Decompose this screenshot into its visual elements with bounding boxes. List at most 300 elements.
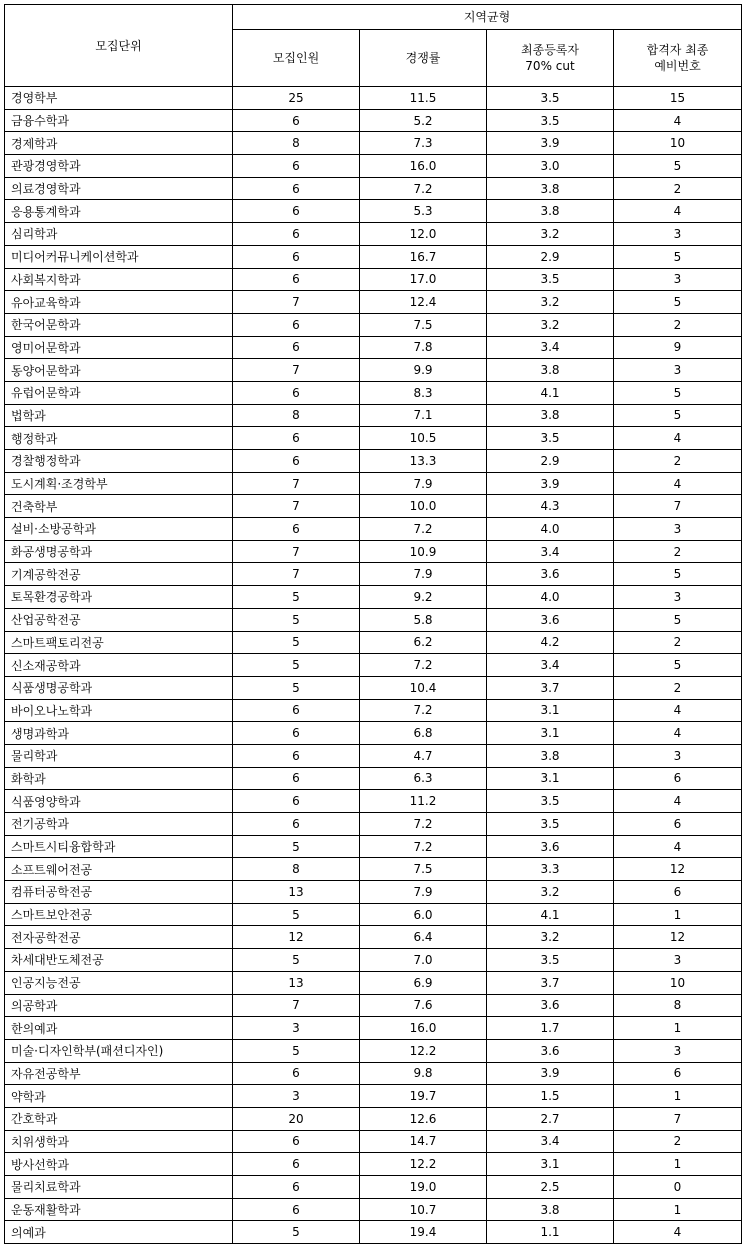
cell-unit: 의료경영학과 [5,177,233,200]
cell-quota: 7 [233,563,360,586]
cell-ratio: 5.2 [360,109,487,132]
cell-quota: 6 [233,722,360,745]
cell-cut: 3.5 [487,813,614,836]
cell-cut: 3.1 [487,1153,614,1176]
cell-unit: 한의예과 [5,1017,233,1040]
cell-quota: 12 [233,926,360,949]
cell-ratio: 7.2 [360,835,487,858]
cell-unit: 자유전공학부 [5,1062,233,1085]
cell-unit: 스마트팩토리전공 [5,631,233,654]
cell-ratio: 10.7 [360,1198,487,1221]
table-row [5,631,742,654]
header-unit: 모집단위 [5,5,233,87]
table-row [5,1062,742,1085]
cell-quota: 6 [233,767,360,790]
cell-cut: 3.9 [487,132,614,155]
cell-cut: 3.2 [487,313,614,336]
cell-cut: 3.4 [487,336,614,359]
cell-cut: 3.6 [487,608,614,631]
cell-waitlist: 3 [614,223,742,246]
cell-unit: 설비·소방공학과 [5,518,233,541]
cell-ratio: 7.9 [360,881,487,904]
cell-waitlist: 9 [614,336,742,359]
cell-cut: 3.2 [487,223,614,246]
cell-cut: 1.5 [487,1085,614,1108]
cell-waitlist: 5 [614,654,742,677]
cell-cut: 2.5 [487,1176,614,1199]
cell-unit: 미술·디자인학부(패션디자인) [5,1039,233,1062]
cell-waitlist: 6 [614,881,742,904]
table-row [5,109,742,132]
cell-ratio: 6.4 [360,926,487,949]
cell-unit: 생명과학과 [5,722,233,745]
cell-unit: 바이오나노학과 [5,699,233,722]
cell-ratio: 7.8 [360,336,487,359]
cell-ratio: 10.0 [360,495,487,518]
cell-waitlist: 4 [614,427,742,450]
cell-cut: 4.3 [487,495,614,518]
cell-unit: 관광경영학과 [5,155,233,178]
cell-waitlist: 5 [614,291,742,314]
cell-quota: 8 [233,404,360,427]
cell-quota: 8 [233,132,360,155]
cell-ratio: 9.2 [360,586,487,609]
table-row [5,359,742,382]
table-row [5,903,742,926]
cell-quota: 6 [233,177,360,200]
cell-unit: 식품생명공학과 [5,676,233,699]
table-header [5,5,742,87]
cell-ratio: 11.5 [360,87,487,110]
table-row [5,427,742,450]
cell-unit: 법학과 [5,404,233,427]
cell-cut: 3.6 [487,563,614,586]
cell-waitlist: 3 [614,518,742,541]
cell-cut: 3.5 [487,109,614,132]
cell-cut: 4.0 [487,518,614,541]
cell-unit: 건축학부 [5,495,233,518]
cell-unit: 전자공학전공 [5,926,233,949]
cell-cut: 4.0 [487,586,614,609]
cell-cut: 3.5 [487,790,614,813]
cell-ratio: 9.8 [360,1062,487,1085]
cell-waitlist: 3 [614,359,742,382]
cell-cut: 3.5 [487,949,614,972]
cell-unit: 스마트보안전공 [5,903,233,926]
cell-quota: 7 [233,359,360,382]
cell-unit: 기계공학전공 [5,563,233,586]
cell-quota: 6 [233,109,360,132]
cell-waitlist: 6 [614,767,742,790]
table-row [5,813,742,836]
cell-waitlist: 8 [614,994,742,1017]
table-row [5,518,742,541]
cell-ratio: 12.2 [360,1153,487,1176]
cell-quota: 13 [233,881,360,904]
cell-quota: 6 [233,313,360,336]
table-row [5,608,742,631]
cell-quota: 5 [233,608,360,631]
cell-ratio: 12.2 [360,1039,487,1062]
header-row-1 [5,5,742,30]
cell-ratio: 5.3 [360,200,487,223]
cell-unit: 소프트웨어전공 [5,858,233,881]
cell-ratio: 7.2 [360,177,487,200]
table-row [5,495,742,518]
cell-ratio: 19.4 [360,1221,487,1244]
cell-ratio: 16.7 [360,245,487,268]
cell-unit: 물리치료학과 [5,1176,233,1199]
cell-cut: 3.8 [487,359,614,382]
cell-unit: 유아교육학과 [5,291,233,314]
cell-ratio: 12.0 [360,223,487,246]
cell-cut: 3.4 [487,654,614,677]
cell-ratio: 11.2 [360,790,487,813]
cell-waitlist: 2 [614,450,742,473]
cell-unit: 인공지능전공 [5,971,233,994]
cell-waitlist: 4 [614,722,742,745]
cell-cut: 4.2 [487,631,614,654]
cell-ratio: 10.5 [360,427,487,450]
cell-unit: 방사선학과 [5,1153,233,1176]
table-row [5,200,742,223]
cell-cut: 3.5 [487,268,614,291]
header-cut [487,30,614,87]
cell-quota: 6 [233,1062,360,1085]
cell-unit: 경영학부 [5,87,233,110]
table-row [5,177,742,200]
cell-quota: 7 [233,472,360,495]
cell-waitlist: 1 [614,903,742,926]
cell-unit: 운동재활학과 [5,1198,233,1221]
table-row [5,881,742,904]
cell-ratio: 7.6 [360,994,487,1017]
cell-quota: 6 [233,699,360,722]
cell-waitlist: 2 [614,313,742,336]
cell-quota: 6 [233,336,360,359]
cell-quota: 5 [233,676,360,699]
header-waitlist [614,30,742,87]
cell-ratio: 6.8 [360,722,487,745]
cell-ratio: 7.5 [360,858,487,881]
cell-unit: 응용통계학과 [5,200,233,223]
cell-unit: 스마트시티융합학과 [5,835,233,858]
table-row [5,926,742,949]
cell-cut: 2.9 [487,245,614,268]
cell-cut: 3.4 [487,540,614,563]
cell-quota: 6 [233,268,360,291]
header-waitlist-line1: 합격자 최종 [646,43,709,57]
cell-waitlist: 0 [614,1176,742,1199]
table-row [5,450,742,473]
cell-waitlist: 3 [614,586,742,609]
cell-ratio: 7.0 [360,949,487,972]
table-row [5,1176,742,1199]
cell-cut: 3.9 [487,1062,614,1085]
table-row [5,676,742,699]
cell-cut: 3.9 [487,472,614,495]
cell-quota: 8 [233,858,360,881]
cell-quota: 20 [233,1107,360,1130]
cell-quota: 6 [233,381,360,404]
cell-ratio: 13.3 [360,450,487,473]
cell-ratio: 14.7 [360,1130,487,1153]
cell-quota: 6 [233,223,360,246]
cell-quota: 25 [233,87,360,110]
table-row [5,835,742,858]
table-body [5,87,742,1244]
table-row [5,336,742,359]
cell-waitlist: 10 [614,971,742,994]
table-row [5,949,742,972]
cell-cut: 3.2 [487,926,614,949]
table-row [5,586,742,609]
cell-waitlist: 3 [614,268,742,291]
cell-cut: 3.0 [487,155,614,178]
cell-quota: 6 [233,813,360,836]
cell-ratio: 7.2 [360,699,487,722]
cell-quota: 6 [233,1153,360,1176]
cell-waitlist: 7 [614,1107,742,1130]
cell-unit: 경제학과 [5,132,233,155]
cell-quota: 3 [233,1017,360,1040]
cell-waitlist: 12 [614,858,742,881]
cell-unit: 유럽어문학과 [5,381,233,404]
table-row [5,268,742,291]
cell-ratio: 10.4 [360,676,487,699]
cell-waitlist: 5 [614,563,742,586]
cell-cut: 3.8 [487,177,614,200]
cell-waitlist: 4 [614,109,742,132]
cell-waitlist: 10 [614,132,742,155]
cell-waitlist: 3 [614,1039,742,1062]
cell-unit: 행정학과 [5,427,233,450]
table-row [5,223,742,246]
cell-quota: 6 [233,790,360,813]
header-cut-line2: 70% cut [525,59,575,73]
cell-ratio: 7.5 [360,313,487,336]
cell-unit: 사회복지학과 [5,268,233,291]
cell-waitlist: 2 [614,1130,742,1153]
table-row [5,1107,742,1130]
table-row [5,132,742,155]
cell-quota: 5 [233,949,360,972]
cell-waitlist: 1 [614,1017,742,1040]
table-row [5,1198,742,1221]
cell-unit: 심리학과 [5,223,233,246]
admissions-results-table [4,4,742,1244]
cell-ratio: 8.3 [360,381,487,404]
cell-waitlist: 1 [614,1198,742,1221]
cell-cut: 3.6 [487,1039,614,1062]
cell-unit: 식품영양학과 [5,790,233,813]
table-row [5,472,742,495]
cell-ratio: 16.0 [360,155,487,178]
cell-cut: 3.8 [487,404,614,427]
cell-unit: 한국어문학과 [5,313,233,336]
cell-unit: 신소재공학과 [5,654,233,677]
cell-waitlist: 5 [614,381,742,404]
cell-cut: 3.1 [487,722,614,745]
cell-ratio: 6.0 [360,903,487,926]
cell-unit: 화공생명공학과 [5,540,233,563]
cell-waitlist: 4 [614,1221,742,1244]
cell-unit: 전기공학과 [5,813,233,836]
cell-waitlist: 2 [614,177,742,200]
cell-unit: 영미어문학과 [5,336,233,359]
cell-waitlist: 4 [614,699,742,722]
cell-waitlist: 4 [614,472,742,495]
cell-cut: 3.2 [487,881,614,904]
table-row [5,790,742,813]
table-row [5,767,742,790]
table-row [5,1085,742,1108]
cell-ratio: 9.9 [360,359,487,382]
cell-quota: 7 [233,994,360,1017]
cell-cut: 4.1 [487,903,614,926]
cell-cut: 3.4 [487,1130,614,1153]
cell-waitlist: 5 [614,245,742,268]
cell-waitlist: 2 [614,631,742,654]
cell-waitlist: 2 [614,676,742,699]
cell-cut: 3.8 [487,1198,614,1221]
cell-cut: 3.7 [487,676,614,699]
header-waitlist-line2: 예비번호 [654,59,701,73]
cell-unit: 화학과 [5,767,233,790]
cell-quota: 6 [233,155,360,178]
table-row [5,722,742,745]
cell-waitlist: 4 [614,200,742,223]
cell-waitlist: 5 [614,608,742,631]
cell-ratio: 4.7 [360,744,487,767]
cell-cut: 3.6 [487,835,614,858]
cell-quota: 5 [233,1039,360,1062]
cell-unit: 산업공학전공 [5,608,233,631]
cell-quota: 6 [233,200,360,223]
cell-waitlist: 6 [614,1062,742,1085]
cell-unit: 경찰행정학과 [5,450,233,473]
cell-unit: 차세대반도체전공 [5,949,233,972]
cell-waitlist: 7 [614,495,742,518]
table-row [5,245,742,268]
table-row [5,971,742,994]
cell-waitlist: 6 [614,813,742,836]
table-row [5,994,742,1017]
cell-ratio: 6.9 [360,971,487,994]
cell-cut: 1.1 [487,1221,614,1244]
cell-ratio: 12.4 [360,291,487,314]
cell-unit: 의예과 [5,1221,233,1244]
cell-unit: 도시계획·조경학부 [5,472,233,495]
cell-cut: 2.9 [487,450,614,473]
table-row [5,1130,742,1153]
cell-quota: 3 [233,1085,360,1108]
cell-quota: 5 [233,654,360,677]
table-row [5,1017,742,1040]
cell-quota: 7 [233,540,360,563]
table-row [5,654,742,677]
cell-ratio: 6.2 [360,631,487,654]
cell-cut: 3.5 [487,87,614,110]
cell-waitlist: 5 [614,155,742,178]
cell-waitlist: 4 [614,835,742,858]
table-row [5,313,742,336]
cell-ratio: 7.2 [360,518,487,541]
cell-cut: 3.7 [487,971,614,994]
table-row [5,404,742,427]
cell-quota: 5 [233,586,360,609]
cell-quota: 13 [233,971,360,994]
cell-cut: 3.6 [487,994,614,1017]
cell-quota: 6 [233,1176,360,1199]
table-row [5,858,742,881]
table-row [5,744,742,767]
cell-waitlist: 4 [614,790,742,813]
table-row [5,540,742,563]
cell-cut: 2.7 [487,1107,614,1130]
header-cut-line1: 최종등록자 [521,43,579,57]
cell-ratio: 7.2 [360,654,487,677]
cell-cut: 3.3 [487,858,614,881]
table-row [5,381,742,404]
cell-ratio: 7.9 [360,563,487,586]
table-row [5,291,742,314]
cell-waitlist: 15 [614,87,742,110]
cell-ratio: 16.0 [360,1017,487,1040]
cell-quota: 7 [233,291,360,314]
cell-unit: 의공학과 [5,994,233,1017]
cell-ratio: 6.3 [360,767,487,790]
table-row [5,699,742,722]
cell-ratio: 10.9 [360,540,487,563]
table-row [5,87,742,110]
cell-unit: 약학과 [5,1085,233,1108]
cell-ratio: 7.3 [360,132,487,155]
table-row [5,155,742,178]
cell-unit: 간호학과 [5,1107,233,1130]
cell-cut: 3.1 [487,767,614,790]
cell-ratio: 12.6 [360,1107,487,1130]
cell-waitlist: 5 [614,404,742,427]
cell-waitlist: 12 [614,926,742,949]
cell-waitlist: 1 [614,1085,742,1108]
cell-quota: 6 [233,744,360,767]
cell-ratio: 17.0 [360,268,487,291]
table-row [5,1153,742,1176]
admissions-table-container [4,4,742,1244]
cell-quota: 5 [233,631,360,654]
header-ratio: 경쟁률 [360,30,487,87]
cell-ratio: 7.1 [360,404,487,427]
cell-quota: 5 [233,835,360,858]
cell-quota: 6 [233,245,360,268]
header-quota: 모집인원 [233,30,360,87]
cell-waitlist: 2 [614,540,742,563]
cell-quota: 7 [233,495,360,518]
cell-ratio: 19.0 [360,1176,487,1199]
cell-unit: 토목환경공학과 [5,586,233,609]
cell-quota: 6 [233,427,360,450]
cell-cut: 3.1 [487,699,614,722]
cell-ratio: 7.2 [360,813,487,836]
cell-ratio: 19.7 [360,1085,487,1108]
cell-quota: 5 [233,903,360,926]
cell-cut: 3.2 [487,291,614,314]
cell-cut: 1.7 [487,1017,614,1040]
table-row [5,1039,742,1062]
cell-ratio: 5.8 [360,608,487,631]
cell-cut: 4.1 [487,381,614,404]
